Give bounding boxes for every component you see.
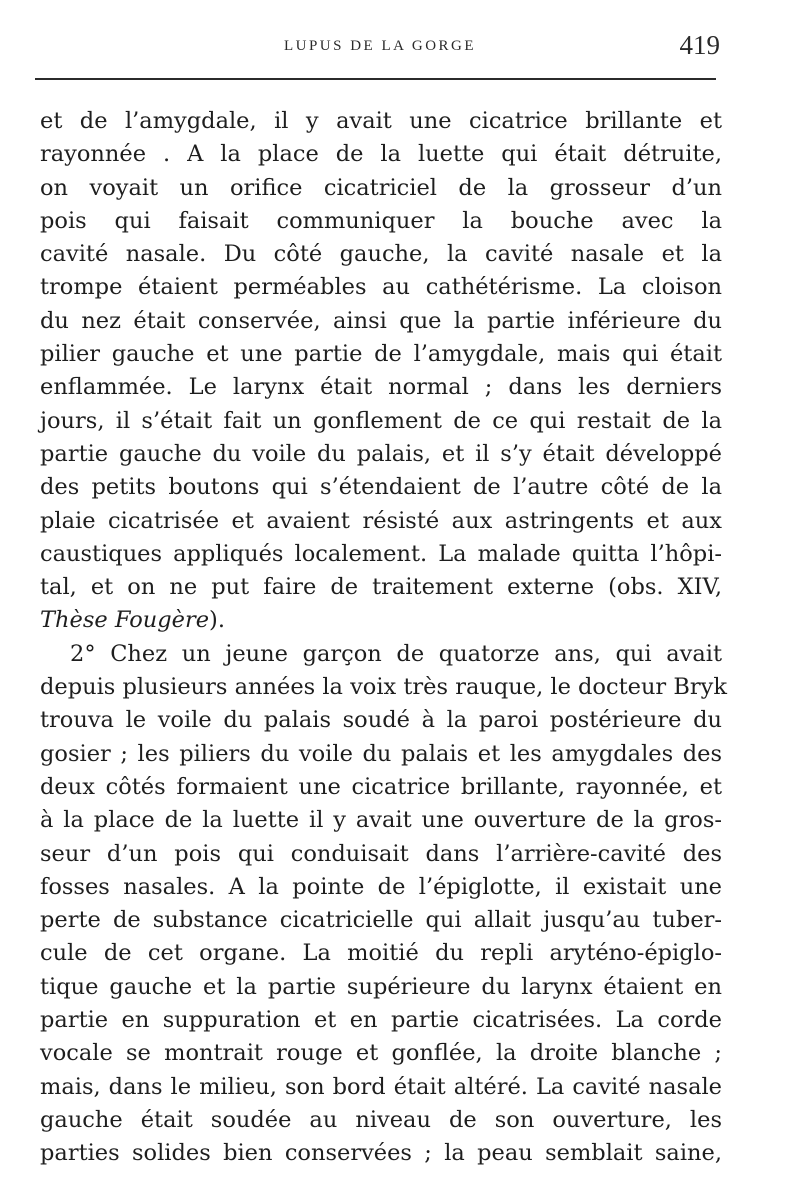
text-line: trouva le voile du palais soudé à la paroi postérieure du (40, 707, 722, 734)
running-head: LUPUS DE LA GORGE (283, 38, 477, 54)
text-line: vocale se montrait rouge et gonflée, la droite blanche ; (40, 1040, 722, 1067)
text-line: cavité nasale. Du côté gauche, la cavité nasale et la (40, 241, 722, 268)
text-line: partie en suppuration et en partie cicatrisées. La corde (40, 1007, 722, 1034)
text-line: deux côtés formaient une cicatrice brillante, rayonnée, et (40, 773, 722, 800)
text-line: plaie cicatrisée et avaient résisté aux astringents et aux (40, 507, 722, 534)
text-line: depuis plusieurs années la voix très rauque, le docteur Bryk (40, 674, 727, 701)
citation-tail: ). (209, 607, 225, 634)
text-line: et de l’amygdale, il y avait une cicatrice brillante et (40, 108, 722, 134)
text-line: jours, il s’était fait un gonflement de ce qui restait de la (40, 407, 722, 434)
text-line: des petits boutons qui s’étendaient de l’autre côté de la (40, 474, 722, 501)
page-header (40, 30, 720, 66)
paragraph-start-line: 2° Chez un jeune garçon de quatorze ans, qui avait (70, 640, 722, 667)
text-line: fosses nasales. A la pointe de l’épiglotte, il existait une (40, 873, 722, 900)
text-line: pilier gauche et une partie de l’amygdale, mais qui était (40, 341, 722, 368)
text-line: on voyait un orifice cicatriciel de la grosseur d’un (40, 174, 722, 201)
text-line: à la place de la luette il y avait une ouverture de la gros- (40, 807, 722, 834)
text-line: pois qui faisait communiquer la bouche avec la (40, 207, 722, 234)
text-line: caustiques appliqués localement. La malade quitta l’hôpi- (40, 540, 722, 567)
text-line: du nez était conservée, ainsi que la partie inférieure du (40, 307, 722, 334)
text-line: parties solides bien conservées ; la peau semblait saine, (40, 1140, 722, 1167)
text-line: enflammée. Le larynx était normal ; dans les derniers (40, 374, 722, 401)
text-line: cule de cet organe. La moitié du repli aryténo-épiglo- (40, 940, 722, 967)
page-number: 419 (679, 30, 720, 60)
text-line: mais, dans le milieu, son bord était altéré. La cavité nasale (40, 1073, 722, 1100)
text-line: gauche était soudée au niveau de son ouverture, les (40, 1106, 722, 1133)
text-line: seur d’un pois qui conduisait dans l’arrière-cavité des (40, 840, 722, 867)
text-line: perte de substance cicatricielle qui allait jusqu’au tuber- (40, 907, 722, 934)
text-line: trompe étaient perméables au cathétérisme. La cloison (40, 274, 722, 301)
text-line-citation (40, 604, 722, 637)
body-text (40, 105, 727, 1171)
citation-italic: Thèse Fougère (40, 607, 210, 634)
text-line: gosier ; les piliers du voile du palais et les amygdales des (40, 740, 722, 767)
text-line: partie gauche du voile du palais, et il s’y était développé (40, 440, 722, 467)
text-line: tique gauche et la partie supérieure du larynx étaient en (40, 973, 722, 1000)
text-line: tal, et on ne put faire de traitement externe (obs. XIV, (40, 574, 722, 601)
text-line: rayonnée . A la place de la luette qui était détruite, (40, 141, 722, 168)
header-rule (35, 78, 716, 80)
